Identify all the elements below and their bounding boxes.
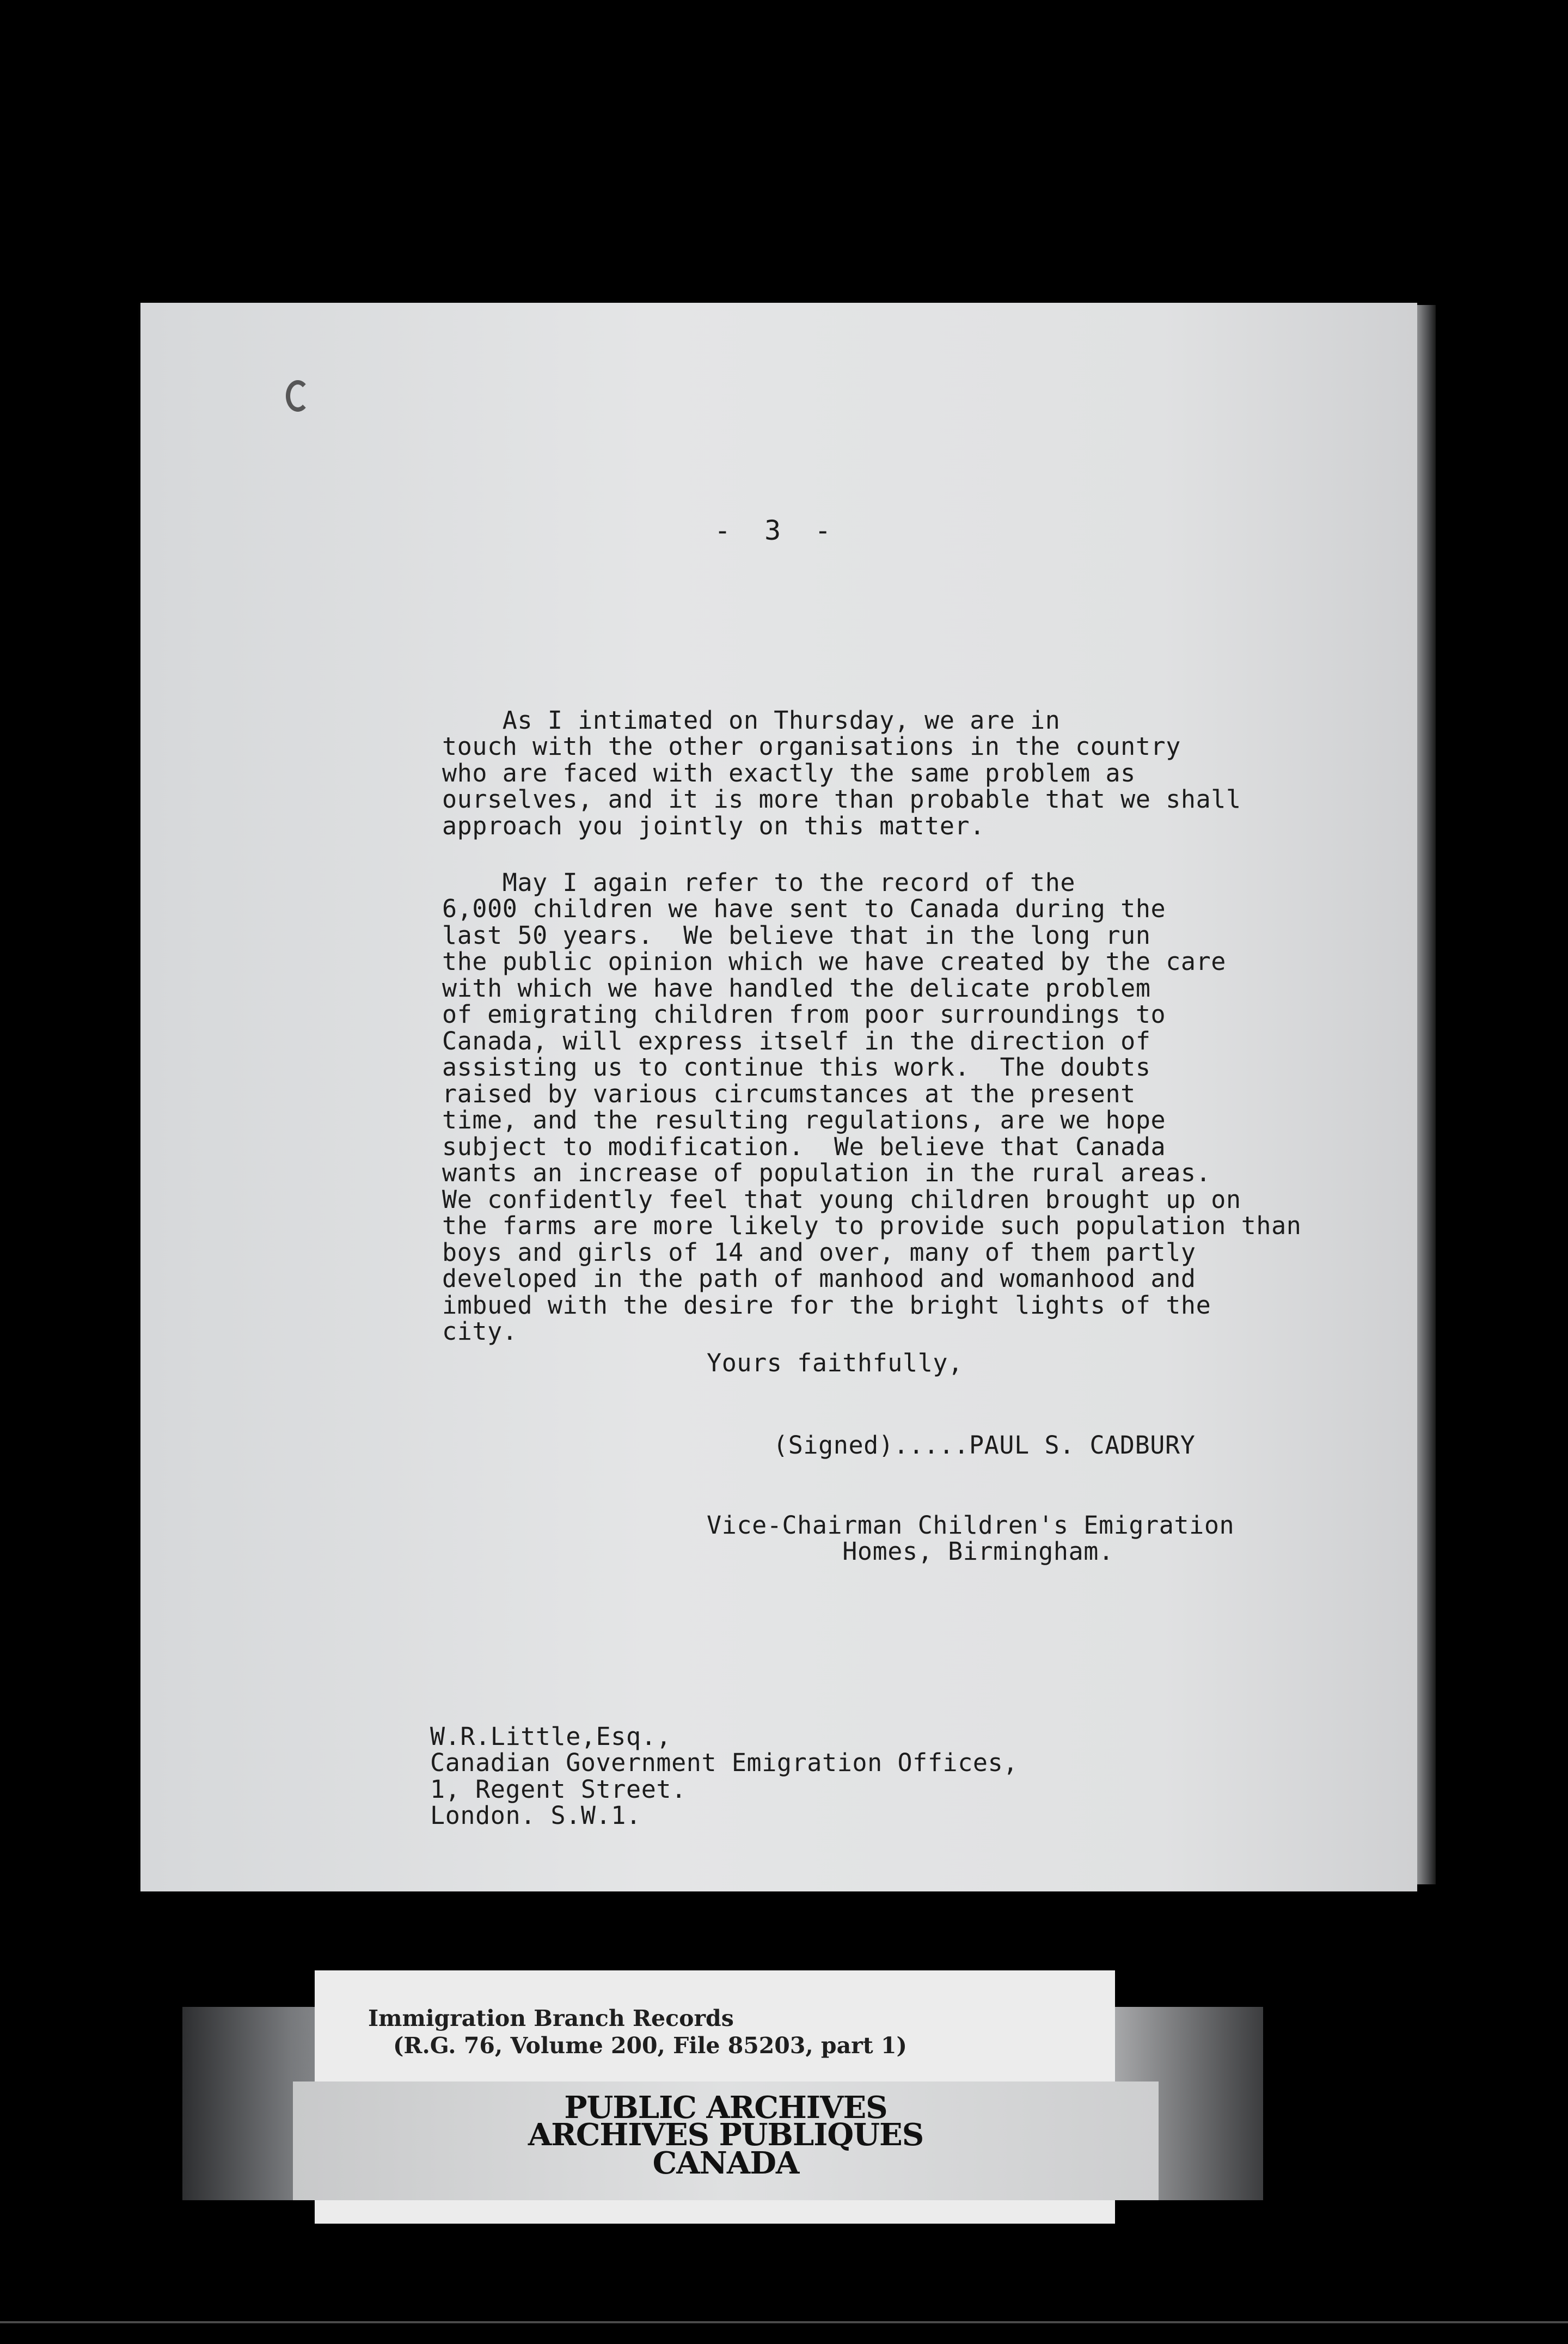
record-reference-line: (R.G. 76, Volume 200, File 85203, part 1) [393,2032,907,2059]
paragraph-line: assisting us to continue this work. The doubts [442,1053,1151,1082]
paragraph-line: developed in the path of manhood and womanhood and [442,1264,1196,1293]
paragraph-line: approach you jointly on this matter. [442,811,985,840]
film-frame-edge [0,2321,1568,2323]
paragraph-line: We confidently feel that young children brought up on [442,1185,1241,1214]
closing-salutation: Yours faithfully, [707,1348,963,1377]
paragraph-line: time, and the resulting regulations, are we hope [442,1106,1166,1134]
archive-country: CANADA [652,2145,799,2181]
record-series-line: Immigration Branch Records [368,2005,734,2031]
paragraph-line: last 50 years. We believe that in the long run [442,920,1151,950]
paragraph-line: with which we have handled the delicate problem [442,973,1151,1003]
paragraph-line: who are faced with exactly the same problem as [442,758,1136,788]
page-edge-shadow [1417,305,1436,1884]
archive-name-french: ARCHIVES PUBLIQUES [528,2117,924,2153]
paragraph-line: imbued with the desire for the bright lights of the [442,1290,1211,1320]
archive-name-english: PUBLIC ARCHIVES [564,2090,887,2126]
paragraph-1 [442,681,1241,866]
paragraph-line: raised by various circumstances at the present [442,1079,1136,1108]
addressee-line: London. S.W.1. [430,1801,641,1830]
paragraph-line: touch with the other organisations in the country [442,732,1181,761]
signer-title-line: Vice-Chairman Children's Emigration [707,1510,1235,1540]
paragraph-line: May I again refer to the record of the [442,868,1076,897]
page-number: - 3 - [714,515,831,546]
paragraph-line: wants an increase of population in the rural areas. [442,1158,1211,1187]
paper-clip-mark [286,380,310,412]
paragraph-line: Canada, will express itself in the direction of [442,1026,1151,1055]
addressee-line: 1, Regent Street. [430,1774,687,1804]
addressee-line: Canadian Government Emigration Offices, [430,1748,1018,1777]
paragraph-line: subject to modification. We believe that Canada [442,1132,1166,1161]
signer-title-line: Homes, Birmingham. [707,1537,1114,1566]
paragraph-line: As I intimated on Thursday, we are in [442,705,1061,735]
paragraph-line: boys and girls of 14 and over, many of them partly [442,1237,1196,1267]
paragraph-line: of emigrating children from poor surroundings to [442,1000,1166,1029]
paragraph-line: ourselves, and it is more than probable that we shall [442,785,1241,814]
paragraph-line: 6,000 children we have sent to Canada during the [442,894,1166,923]
addressee-line: W.R.Little,Esq., [430,1722,672,1751]
paragraph-line: the public opinion which we have created by the care [442,947,1226,976]
signer-title [707,1486,1234,1591]
paragraph-2 [442,843,1301,1371]
paragraph-line: the farms are more likely to provide such population than [442,1211,1302,1240]
signature-line: (Signed).....PAUL S. CADBURY [773,1431,1196,1460]
paragraph-line: city. [442,1317,518,1346]
addressee-block [430,1697,1018,1855]
